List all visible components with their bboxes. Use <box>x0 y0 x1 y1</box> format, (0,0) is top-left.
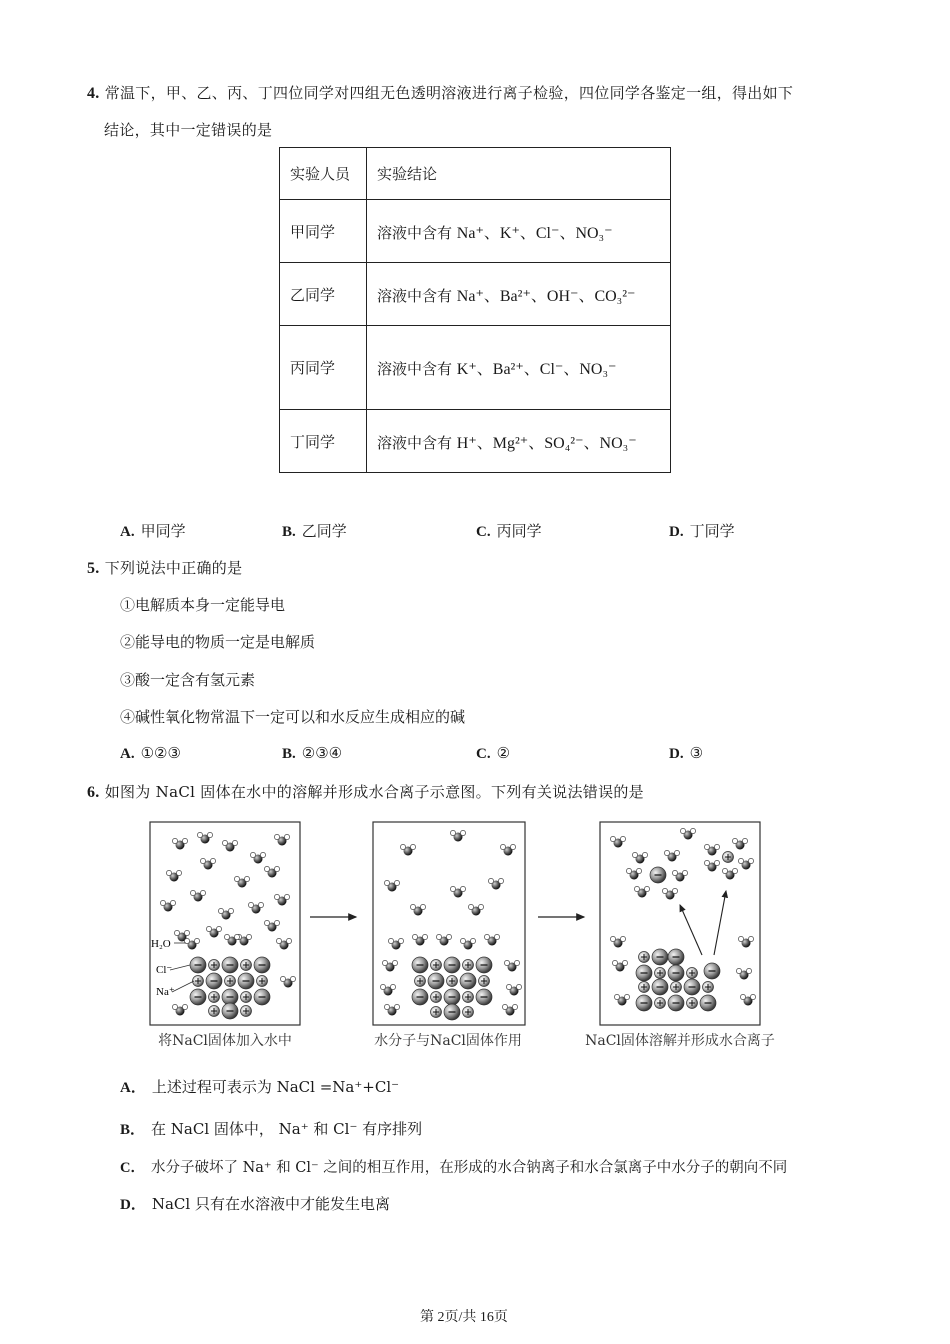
q5-option-d[interactable]: D. ③ <box>669 744 704 762</box>
table-header-person: 实验人员 <box>280 148 367 200</box>
caption-panel-2: 水分子与NaCl固体作用 <box>374 1033 522 1049</box>
table-row <box>280 410 671 473</box>
q4-stem-line1 <box>87 82 793 103</box>
q4-option-b[interactable]: B. 乙同学 <box>282 522 347 540</box>
row-conclusion: 溶液中含有 Na⁺、K⁺、Cl⁻、NO₃⁻ <box>367 200 671 263</box>
ion-list: K⁺、Ba²⁺、Cl⁻、NO₃⁻ <box>456 361 617 378</box>
row-conclusion: 溶液中含有 Na⁺、Ba²⁺、OH⁻、CO₃²⁻ <box>367 263 671 326</box>
q4-option-c[interactable]: C. 丙同学 <box>476 522 542 540</box>
ion-list: Na⁺、Ba²⁺、OH⁻、CO₃²⁻ <box>456 287 636 305</box>
table-header-conclusion: 实验结论 <box>367 148 671 200</box>
table-header-row <box>280 148 671 200</box>
q5-stem: 5. 下列说法中正确的是 <box>87 559 243 577</box>
row-person: 丁同学 <box>280 410 367 473</box>
q4-stem-line2: 结论，其中一定错误的是 <box>104 121 273 139</box>
q4-stem-text: 常温下，甲、乙、丙、丁四位同学对四组无色透明溶液进行离子检验，四位同学各鉴定一组，得出如下 <box>104 84 794 102</box>
q6-option-b[interactable]: B． 在 NaCl 固体中， Na⁺ 和 Cl⁻ 有序排列 <box>120 1120 423 1138</box>
q5-statement: ①电解质本身一定能导电 <box>120 596 286 614</box>
q4-table <box>279 147 671 473</box>
q5-number: 5. <box>87 560 100 577</box>
page-footer: 第 2页/共 16页 <box>420 1310 508 1325</box>
table-row <box>280 263 671 326</box>
table-row <box>280 326 671 410</box>
row-conclusion: 溶液中含有 H⁺、Mg²⁺、SO₄²⁻、NO₃⁻ <box>367 410 671 473</box>
q5-option-b[interactable]: B. ②③④ <box>282 744 343 762</box>
q5-statement: ③酸一定含有氢元素 <box>120 671 256 689</box>
q5-option-a[interactable]: A. ①②③ <box>120 744 181 762</box>
q6-option-d[interactable]: D． NaCl 只有在水溶液中才能发生电离 <box>120 1195 390 1213</box>
row-person: 乙同学 <box>280 263 367 326</box>
row-person: 甲同学 <box>280 200 367 263</box>
label-h2o: H₂O <box>151 938 171 950</box>
q6-number: 6. <box>87 784 100 801</box>
panel-3-frame <box>600 822 760 1025</box>
row-person: 丙同学 <box>280 326 367 410</box>
caption-panel-1: 将NaCl固体加入水中 <box>158 1033 292 1049</box>
q6-stem: 6. 如图为 NaCl 固体在水中的溶解并形成水合离子示意图。下列有关说法错误的是 <box>87 783 644 801</box>
q6-option-a[interactable]: A． 上述过程可表示为 NaCl =Na⁺+Cl⁻ <box>120 1078 400 1096</box>
ion-list: H⁺、Mg²⁺、SO₄²⁻、NO₃⁻ <box>456 434 637 452</box>
row-conclusion: 溶液中含有 K⁺、Ba²⁺、Cl⁻、NO₃⁻ <box>367 326 671 410</box>
q4-option-a[interactable]: A. 甲同学 <box>120 522 186 540</box>
label-cl: Cl⁻ <box>156 964 173 976</box>
ion-list: Na⁺、K⁺、Cl⁻、NO₃⁻ <box>456 224 613 242</box>
q6-option-c[interactable]: C． 水分子破坏了 Na⁺ 和 Cl⁻ 之间的相互作用，在形成的水合钠离子和水合氯离子中水分子的朝向不同 <box>120 1160 788 1176</box>
q4-option-d[interactable]: D. 丁同学 <box>669 522 735 540</box>
caption-panel-3: NaCl固体溶解并形成水合离子 <box>585 1033 775 1049</box>
q5-statement: ②能导电的物质一定是电解质 <box>120 633 316 651</box>
table-row <box>280 200 671 263</box>
label-na: Na⁺ <box>156 986 175 998</box>
q5-statement: ④碱性氧化物常温下一定可以和水反应生成相应的碱 <box>120 708 466 726</box>
nacl-dissolution-figure <box>140 815 800 1055</box>
q4-number: 4. <box>87 85 100 102</box>
q5-option-c[interactable]: C. ② <box>476 744 511 762</box>
